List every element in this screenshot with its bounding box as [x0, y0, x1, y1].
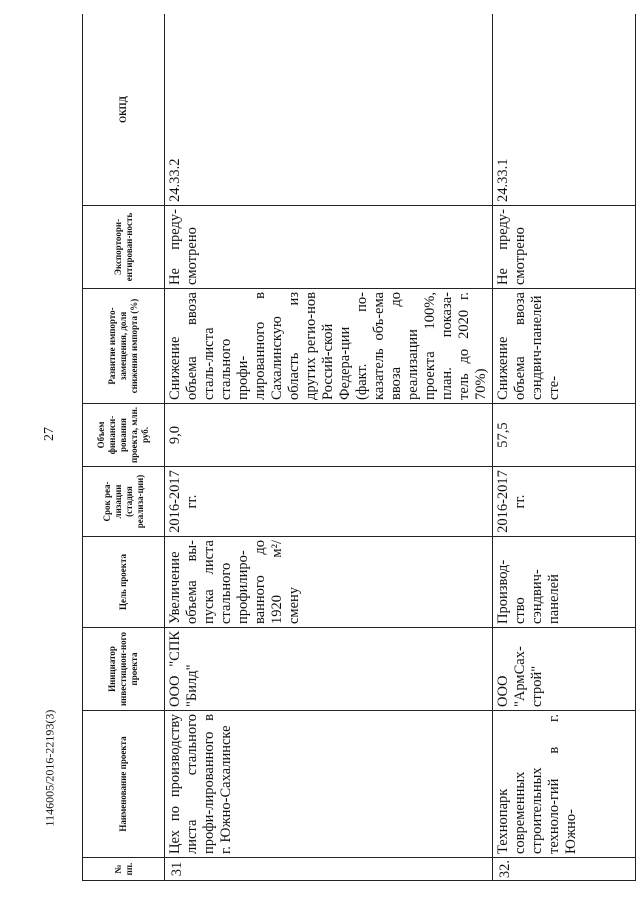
rotated-table-container [82, 14, 637, 881]
header-okpd: ОКПД [83, 14, 165, 206]
row-term: 2016-2017 гг. [493, 467, 636, 537]
header-name: Наименование проекта [83, 711, 165, 858]
header-initiator: Инициатор инвестицион-ного проекта [83, 628, 165, 711]
row-goal: Увеличение объема вы-пуска листа стального профилиро-ванного до 1920 м²/смену [165, 537, 493, 628]
header-import: Развитие импорто-замещения, доля снижения импорта (%) [83, 289, 165, 404]
page-number: 27 [42, 427, 57, 441]
projects-table [82, 14, 636, 881]
row-okpd: 24.33.2 [165, 14, 493, 206]
header-volume: Объем финанси-рования проекта, млн. руб. [83, 404, 165, 467]
row-name: Цех по производству листа стального профи-лированного в г. Южно-Сахалинске [165, 711, 493, 858]
row-initiator: ООО "АрмСах-строй" [493, 628, 636, 711]
row-export: Не преду-смотрено [493, 206, 636, 289]
row-initiator: ООО "СПК "Билд" [165, 628, 493, 711]
row-volume: 57,5 [493, 404, 636, 467]
table-row [165, 14, 493, 881]
rotated-table-frame [82, 14, 637, 881]
header-num: № пп. [83, 858, 165, 881]
row-import: Снижение объема ввоза сэндвич-панелей сте- [493, 289, 636, 404]
table-header-row [83, 14, 165, 881]
row-goal: Производ-ство сэндвич-панелей [493, 537, 636, 628]
row-num: 32. [493, 858, 636, 881]
header-goal: Цель проекта [83, 537, 165, 628]
row-export: Не преду-смотрено [165, 206, 493, 289]
row-num: 31 [165, 858, 493, 881]
row-volume: 9,0 [165, 404, 493, 467]
header-export: Экспортоори-ентирован-ность [83, 206, 165, 289]
row-term: 2016-2017 гг. [165, 467, 493, 537]
row-name: Технопарк современных строительных техноло-гий в г. Южно- [493, 711, 636, 858]
table-row [493, 14, 636, 881]
row-import: Снижение объема ввоза сталь-листа стального профи-лированного в Сахалинскую область из других регио-нов Россий-ской Федера-ции (факт. по-казатель объ-ема ввоза до реализации проекта 100%, план. показа-тель до 2020 г. 70%) [165, 289, 493, 404]
header-term: Срок реа-лизации (стадия реализа-ции) [83, 467, 165, 537]
document-code: 1146005/2016-22193(3) [42, 709, 57, 827]
row-okpd: 24.33.1 [493, 14, 636, 206]
